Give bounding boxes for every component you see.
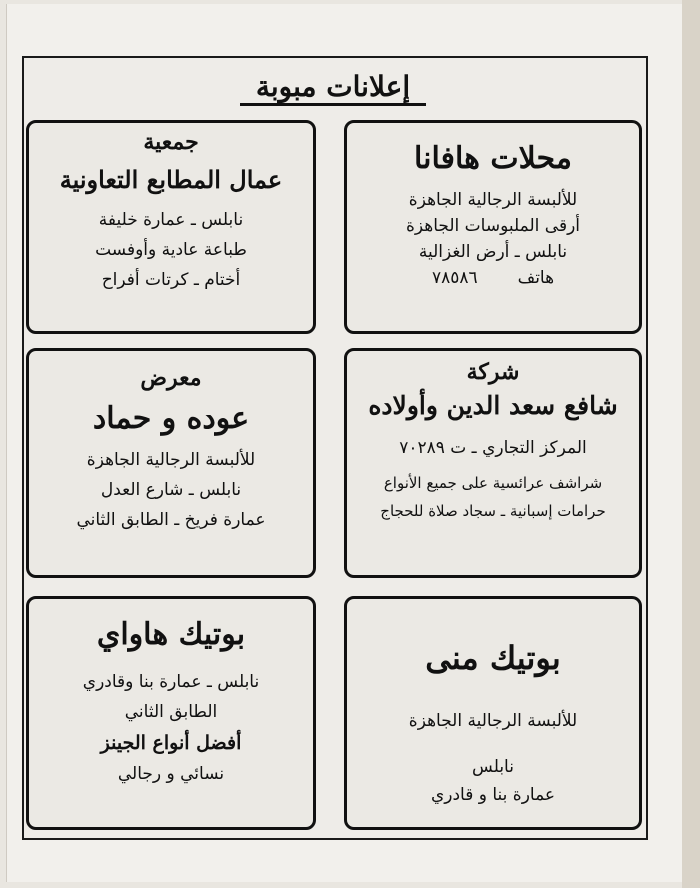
ad-title: عمال المطابع التعاونية — [59, 165, 283, 194]
ad-kicker: معرض — [140, 365, 202, 391]
ad-line: للألبسة الرجالية الجاهزة — [86, 450, 256, 470]
ad-line: للألبسة الرجالية الجاهزة — [408, 190, 578, 210]
ad-line: شراشف عرائسية على جميع الأنواع — [383, 474, 603, 492]
ad-title: بوتيك منى — [425, 639, 561, 677]
ad-kicker: جمعية — [143, 129, 199, 155]
ad-title: محلات هافانا — [414, 141, 572, 176]
ad-title: شافع سعد الدين وأولاده — [368, 391, 618, 420]
ad-havana — [344, 120, 642, 334]
ad-boutique-hawaii — [26, 596, 316, 830]
ad-kicker: شركة — [466, 359, 520, 385]
ad-line: أختام ـ كرتات أفراح — [101, 270, 241, 290]
ad-line: للألبسة الرجالية الجاهزة — [408, 711, 578, 731]
ad-line: المركز التجاري ـ ت ٧٠٢٨٩ — [399, 438, 587, 458]
ad-boutique-muna — [344, 596, 642, 830]
ad-title: عوده و حماد — [92, 401, 250, 436]
ad-line: الطابق الثاني — [124, 702, 218, 722]
ad-line: نابلس — [472, 757, 514, 777]
ad-line: نابلس ـ أرض الغزالية — [418, 242, 568, 262]
ad-line: عمارة فريخ ـ الطابق الثاني — [76, 510, 266, 530]
ad-shafe-company — [344, 348, 642, 578]
page-title: إعلانات مبوبة — [22, 70, 644, 103]
ad-line: نابلس ـ عمارة خليفة — [98, 210, 244, 230]
ad-line: نابلس ـ عمارة بنا وقادري — [82, 672, 260, 692]
ad-line: طباعة عادية وأوفست — [95, 240, 247, 260]
binding-edge — [682, 0, 700, 888]
ad-printers-coop — [26, 120, 316, 334]
phone-number: ٧٨٥٨٦ — [431, 268, 478, 288]
phone-label: هاتف — [517, 268, 555, 288]
ad-line: نابلس ـ شارع العدل — [100, 480, 242, 500]
ad-line: عمارة بنا و قادري — [430, 785, 556, 805]
ad-line: حرامات إسبانية ـ سجاد صلاة للحجاج — [380, 502, 606, 520]
header — [22, 56, 644, 118]
ad-phone — [347, 268, 639, 288]
ad-title: بوتيك هاواي — [96, 617, 246, 652]
ad-line: أفضل أنواع الجينز — [100, 732, 242, 754]
ad-line: أرقى الملبوسات الجاهزة — [405, 216, 581, 236]
ad-oudeh-hammad — [26, 348, 316, 578]
ad-line: نسائي و رجالي — [117, 764, 225, 784]
